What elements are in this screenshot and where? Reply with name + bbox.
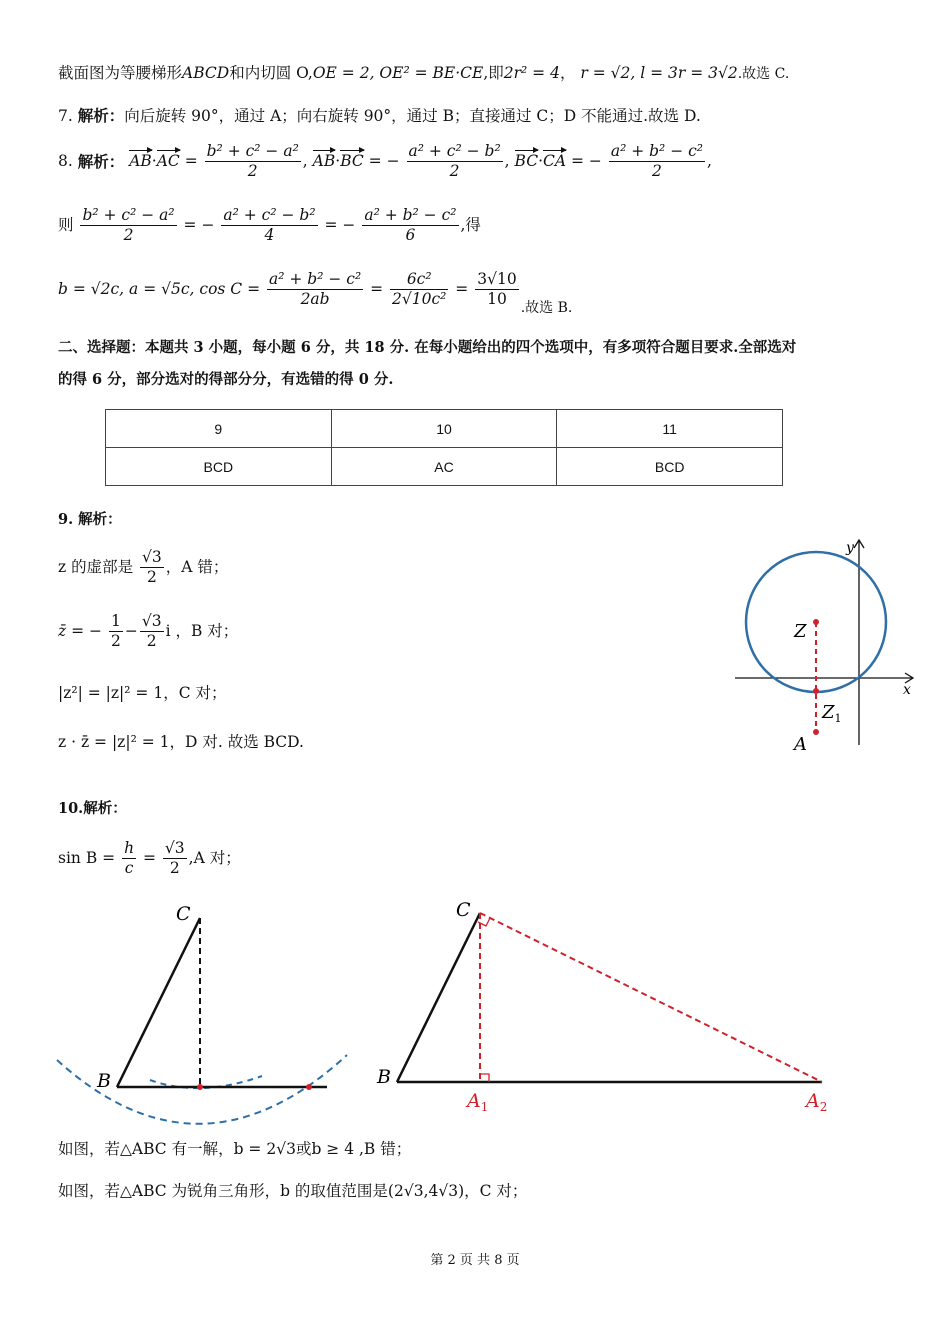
equation: 2r² = 4 xyxy=(503,64,560,82)
label-c-right: C xyxy=(456,899,471,921)
den: 2 xyxy=(651,162,662,181)
q7-head: 解析： xyxy=(77,106,125,125)
label-z1 xyxy=(821,702,842,725)
text: z̄ = − xyxy=(58,621,102,640)
table-cell: BCD xyxy=(557,448,783,486)
text: .故选 C. xyxy=(737,66,790,82)
text: sin B = xyxy=(58,848,116,867)
num: √3 xyxy=(163,839,187,859)
q10-step-c: 如图，若△ABC 为锐角三角形，b 的取值范围是(2√3,4√3)，C 对； xyxy=(58,1182,528,1200)
den: 10 xyxy=(487,290,507,309)
num: a² + b² − c² xyxy=(609,142,705,162)
table-cell: AC xyxy=(331,448,557,486)
num: √3 xyxy=(140,548,164,568)
fraction xyxy=(140,612,164,652)
text: ,即 xyxy=(483,64,504,82)
table-row xyxy=(106,448,783,486)
den: 6 xyxy=(405,226,416,245)
point-z xyxy=(813,619,819,625)
text: ,得 xyxy=(460,215,481,234)
den: 2ab xyxy=(300,290,330,309)
label-a: A xyxy=(794,734,807,755)
table-header-cell: 9 xyxy=(106,410,332,448)
answer-table xyxy=(105,409,783,486)
text: − xyxy=(124,621,138,640)
fraction xyxy=(140,548,164,588)
label-z1-main: Z xyxy=(822,702,835,723)
intersection-point xyxy=(306,1084,312,1090)
foot-point xyxy=(197,1084,203,1090)
section2-line1: 二、选择题：本题共 3 小题，每小题 6 分，共 18 分. 在每小题给出的四个选项中，有多项符合题目要求.全部选对 xyxy=(58,339,797,356)
line-q7 xyxy=(58,108,701,125)
num: a² + b² − c² xyxy=(362,206,458,226)
hypotenuse-dashed xyxy=(480,913,822,1082)
q9-title: 9. 解析： xyxy=(58,511,122,528)
abcd: ABCD xyxy=(182,64,230,82)
table-header-cell: 11 xyxy=(557,410,783,448)
vector-bc: BC xyxy=(514,151,539,170)
q10-step-b: 如图，若△ABC 有一解，b = 2√3或b ≥ 4 ,B 错； xyxy=(58,1140,412,1158)
fraction xyxy=(163,839,187,879)
label-a1 xyxy=(465,1090,488,1114)
den: 2 xyxy=(110,632,121,651)
line-q8-result: b = √2c, a = √5c, cos C = $\frac{\text{a² + b² − c²}}{2ab}$ = $\frac{\text{6c²}}{\text{2√10c²}}$ = $\frac{3√10}{10}$ .故选 B. xyxy=(58,270,573,316)
vector-ab: AB xyxy=(129,151,152,170)
fraction xyxy=(205,142,301,182)
label-a2-main: A xyxy=(806,1090,820,1112)
text: i ，B 对； xyxy=(165,621,239,640)
text: .故选 B. xyxy=(520,299,573,316)
num: a² + b² − c² xyxy=(267,270,363,290)
den: 4 xyxy=(264,226,275,245)
den: 2 xyxy=(123,226,134,245)
num: b² + c² − a² xyxy=(205,142,301,162)
x-axis-label: x xyxy=(903,682,911,698)
fraction xyxy=(80,206,176,246)
text: ,A 对； xyxy=(188,848,241,867)
label-z: Z xyxy=(794,621,807,642)
q7-body: 向后旋转 90°，通过 A；向右旋转 90°，通过 B；直接通过 C；D 不能通过.故选 D. xyxy=(124,107,701,125)
fraction xyxy=(407,142,503,182)
num: 6c² xyxy=(390,270,448,290)
fraction xyxy=(122,839,136,879)
q7-number: 7. xyxy=(58,107,73,125)
q9-step-d: z · z̄ = |z|² = 1，D 对. 故选 BCD. xyxy=(58,733,304,751)
y-axis-label: y xyxy=(846,540,854,556)
vector-bc: BC xyxy=(340,151,364,170)
section2-line2: 的得 6 分，部分选对的得部分分，有选错的得 0 分. xyxy=(58,371,394,388)
text: 则 xyxy=(58,216,74,235)
fraction xyxy=(475,270,518,310)
label-a2-sub: 2 xyxy=(819,1100,828,1114)
q8-number: 8. xyxy=(58,152,73,171)
num: h xyxy=(122,839,136,859)
q9-complex-plane-figure xyxy=(730,535,930,755)
side-bc-right xyxy=(397,913,480,1082)
den: 2 xyxy=(247,162,258,181)
num: √3 xyxy=(140,612,164,632)
point-z1 xyxy=(813,688,819,694)
num: a² + c² − b² xyxy=(407,142,503,162)
num: b² + c² − a² xyxy=(80,206,176,226)
text: 和内切圆 O, xyxy=(229,64,313,82)
vector-ab: AB xyxy=(312,151,336,170)
q8-head: 解析： xyxy=(77,152,125,172)
label-b-left: B xyxy=(97,1070,111,1092)
label-c-left: C xyxy=(176,903,191,925)
q9-step-b xyxy=(58,612,238,652)
q10-triangle-figures xyxy=(50,895,850,1125)
table-header-cell: 10 xyxy=(331,410,557,448)
num: a² + c² − b² xyxy=(221,206,317,226)
table-cell: BCD xyxy=(106,448,332,486)
equation: r = √2, l = 3r = 3√2 xyxy=(580,64,738,82)
fraction xyxy=(109,612,123,652)
text: 截面图为等腰梯形 xyxy=(58,64,183,82)
table-row xyxy=(106,410,783,448)
den: 2√10c² xyxy=(392,290,447,309)
line-q6-conclusion: 截面图为等腰梯形ABCD和内切圆 O,OE = 2, OE² = BE·CE,即2r² = 4， r = √2, l = 3r = 3√2.故选 C. xyxy=(58,64,790,82)
label-b-right: B xyxy=(377,1066,391,1088)
point-a xyxy=(813,729,819,735)
vector-ca: CA xyxy=(543,151,567,170)
fraction xyxy=(221,206,317,246)
fraction xyxy=(267,270,363,310)
label-a2 xyxy=(804,1090,827,1114)
q9-step-c: |z²| = |z|² = 1，C 对； xyxy=(58,684,227,702)
line-q8-then: 则 $\frac{\text{b² + c² − a²}}{2}$ = − $\frac{\text{a² + c² − b²}}{4}$ = − $\frac{\text{a² + b² − c²}}{6}$ ,得 xyxy=(58,206,481,245)
num: 3√10 xyxy=(475,270,518,290)
den: 2 xyxy=(449,162,460,181)
line-q8: 8. 解析： AB·AC = $\frac{\text{b² + c² − a²}}{2}$ , AB·BC = − $\frac{\text{a² + c² − b²}}{2}$ , BC·CA = − $\frac{\text{a² + b² − c²}}{2}$ , xyxy=(58,142,712,181)
den: 2 xyxy=(146,632,157,651)
equation: OE = 2, OE² = BE·CE xyxy=(312,64,484,82)
label-a1-main: A xyxy=(467,1090,481,1112)
text: ，A 错； xyxy=(165,557,229,576)
fraction xyxy=(362,206,458,246)
label-z1-sub: 1 xyxy=(834,712,842,725)
label-a1-sub: 1 xyxy=(480,1100,489,1114)
equation: b = √2c, a = √5c, cos C = xyxy=(58,279,261,298)
q9-step-a xyxy=(58,548,228,588)
den: 2 xyxy=(146,568,157,587)
fraction xyxy=(390,270,448,310)
den: 2 xyxy=(169,859,180,878)
page-footer: 第 2 页 共 8 页 xyxy=(430,1253,520,1268)
q10-title: 10.解析： xyxy=(58,800,127,817)
side-bc xyxy=(117,918,200,1087)
den: c xyxy=(124,859,134,878)
text: z 的虚部是 xyxy=(58,557,134,576)
q10-step-a: sin B = $\frac{h}{c}$ = $\frac{√3}{2}$ ,A 对； xyxy=(58,839,241,878)
vector-ac: AC xyxy=(156,151,180,170)
fraction xyxy=(609,142,705,182)
num: 1 xyxy=(109,612,123,632)
